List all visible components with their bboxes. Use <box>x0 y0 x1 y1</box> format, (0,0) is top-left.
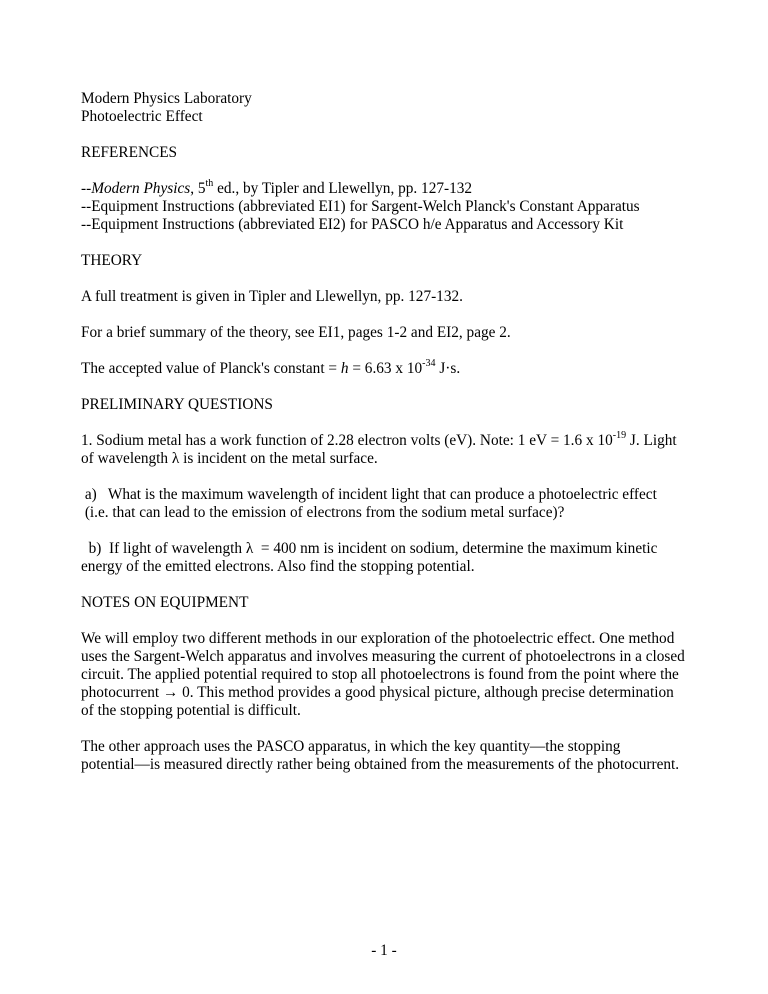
planck-symbol: h <box>340 360 349 377</box>
theory-heading: THEORY <box>81 252 143 269</box>
reference-1-edition: 5 <box>197 180 206 197</box>
question-1-text: 1. Sodium metal has a work function of 2.28 electron volts (eV). Note: 1 eV = 1.6 x 10 <box>81 432 613 449</box>
planck-unit: J·s. <box>435 360 461 377</box>
equipment-heading: NOTES ON EQUIPMENT <box>81 594 249 611</box>
experiment-title: Photoelectric Effect <box>81 108 203 125</box>
planck-exponent: -34 <box>422 357 436 369</box>
equipment-paragraph-1-line: circuit. The applied potential required to stop all photoelectrons is found from the point where the <box>81 666 679 683</box>
reference-1-edition-suffix: th <box>205 177 214 189</box>
theory-paragraph-1: A full treatment is given in Tipler and Llewellyn, pp. 127-132. <box>81 288 463 305</box>
page-number: - 1 - <box>371 942 397 959</box>
reference-1 <box>81 177 473 199</box>
question-1-line-1 <box>81 429 677 451</box>
equipment-paragraph-2-line: The other approach uses the PASCO apparatus, in which the key quantity—the stopping <box>81 738 621 755</box>
question-1b-line-1: b) If light of wavelength λ = 400 nm is incident on sodium, determine the maximum kinetic <box>81 540 658 557</box>
reference-2: --Equipment Instructions (abbreviated EI1) for Sargent-Welch Planck's Constant Apparatus <box>81 198 640 215</box>
lab-course-title: Modern Physics Laboratory <box>81 90 252 107</box>
question-1-text-end: J. Light <box>626 432 677 449</box>
planck-text: The accepted value of Planck's constant = <box>81 360 341 377</box>
reference-3: --Equipment Instructions (abbreviated EI2) for PASCO h/e Apparatus and Accessory Kit <box>81 216 624 233</box>
equipment-paragraph-1-line: uses the Sargent-Welch apparatus and involves measuring the current of photoelectrons in a closed <box>81 648 685 665</box>
question-1b-line-2: energy of the emitted electrons. Also find the stopping potential. <box>81 558 475 575</box>
equipment-paragraph-2-line: potential—is measured directly rather being obtained from the measurements of the photocurrent. <box>81 756 680 773</box>
equipment-paragraph-1-line: photocurrent → 0. This method provides a good physical picture, although precise determination <box>81 684 674 701</box>
reference-1-book-title: Modern Physics <box>91 180 191 197</box>
theory-paragraph-2: For a brief summary of the theory, see EI1, pages 1-2 and EI2, page 2. <box>81 324 511 341</box>
equipment-paragraph-1-line: We will employ two different methods in our exploration of the photoelectric effect. One method <box>81 630 675 647</box>
reference-1-separator: , <box>190 180 198 197</box>
references-heading: REFERENCES <box>81 144 178 161</box>
questions-heading: PRELIMINARY QUESTIONS <box>81 396 273 413</box>
equipment-paragraph-1-line: of the stopping potential is difficult. <box>81 702 301 719</box>
planck-value: = 6.63 x 10 <box>348 360 423 377</box>
question-1-exponent: -19 <box>612 429 627 441</box>
question-1-line-2: of wavelength λ is incident on the metal surface. <box>81 450 378 467</box>
reference-1-rest: ed., by Tipler and Llewellyn, pp. 127-132 <box>213 180 473 197</box>
planck-constant-statement <box>81 357 461 379</box>
reference-1-prefix: -- <box>81 180 92 197</box>
question-1a-line-2: (i.e. that can lead to the emission of electrons from the sodium metal surface)? <box>81 504 565 521</box>
question-1a-line-1: a) What is the maximum wavelength of incident light that can produce a photoelectric effect <box>81 486 657 503</box>
